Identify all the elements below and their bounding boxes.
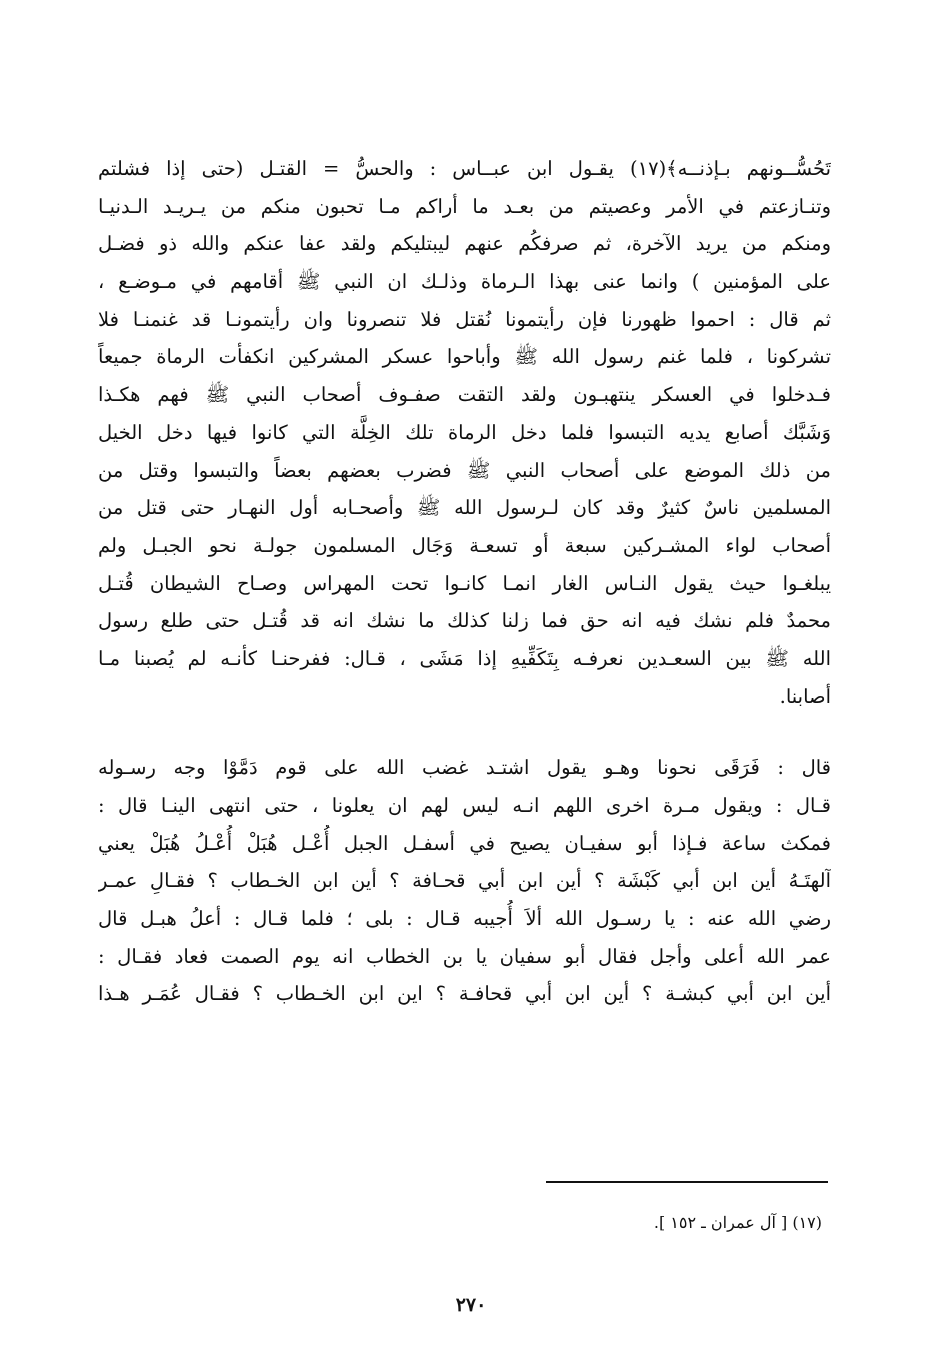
text-line: وتنـازعتم في الأمر وعصيتم من بعـد ما أراكم مـا تحبون منكم من يـريـد الـدنيـا <box>98 194 831 218</box>
text-line: تَحُسُّــونهم بـإذنــه﴾(١٧) يقـول ابن عبــاس : والحسُّ = القتـل (حتى إذا فشلتم <box>98 157 831 180</box>
paragraph-1 <box>98 150 831 715</box>
text-line: أصحاب لواء المشـركين سبعة أو تسعـة وَجَال المسلمون جولـة نحو الجبـل ولم <box>98 533 831 557</box>
footnote-divider <box>546 1181 828 1183</box>
text-line: تشركونا ، فلما غنم رسول الله ﷺ وأباحوا عسكر المشركين انكفأت الرماة جميعاً <box>98 345 831 369</box>
paragraph-2 <box>98 749 831 1013</box>
text-line: ثم قال : احموا ظهورنا فإن رأيتمونا نُقتل فلا تنصرونا وان رأيتمونـا قد غنمنـا فلا <box>98 307 831 331</box>
text-line: من ذلك الموضع على أصحاب النبي ﷺ فضرب بعضهم بعضاً والتبسوا وقتل من <box>98 458 831 482</box>
text-line: على المؤمنين ) وانما عنى بهذا الـرماة وذلـك ان النبي ﷺ أقامهم في مـوضـع ، <box>98 270 831 294</box>
text-line: أصابنا. <box>779 684 831 708</box>
text-line: رضي الله عنه : يا رسـول الله ألاَ أُجيبه قـال : بلى ؛ فلما قـال : أعلُ هبـل قال <box>98 907 831 931</box>
text-line: عمر الله أعلى وأجل فقال أبو سفيان يا بن الخطاب انه يوم الصمت فعاد فقـال : <box>98 944 831 968</box>
text-line: فـدخلوا في العسكر ينتهبـون ولقد التقت صفـوف أصحاب النبي ﷺ فهم هكـذا <box>98 383 831 407</box>
text-line: يبلغـوا حيث يقول النـاس الغار انمـا كانـوا تحت المهراس وصـاح الشيطان قُتـل <box>98 571 831 595</box>
footnote: (١٧) [ آل عمران ـ ١٥٢ ]. <box>653 1213 822 1232</box>
text-line: قال : فَرَقَى نحونا وهـو يقول اشتـد غضب الله على قوم دَمَّوْا وجه رسـوله <box>98 756 831 780</box>
page-number: ٢٧٠ <box>455 1294 487 1316</box>
page-body <box>98 150 831 1013</box>
text-line: الله ﷺ بين السعـدين نعرفـه بِتَكَفِّيهِ إذا مَشَى ، قـال: ففرحنـا كأنـه لم يُصبنا مـا <box>98 646 831 670</box>
text-line: محمدٌ فلم نشك فيه انه حق فما زلنا كذلك ما نشك انه قد قُتـل حتى طلع رسول <box>98 609 831 633</box>
text-line: ومنكم من يريد الآخرة، ثم صرفكُم عنهم ليبتليكم ولقد عفا عنكم والله ذو فضـل <box>98 232 831 256</box>
text-line: قـال : ويقول مـرة اخرى اللهم انـه ليس لهم ان يعلونا ، حتى انتهى الينـا قال : <box>98 794 831 817</box>
text-line: المسلمين ناسٌ كثيرٌ وقد كان لـرسول الله ﷺ وأصحـابه أول النهـار حتى قتل من <box>98 496 831 520</box>
text-line: آلهتَـهُ أين ابن أبي كَبْشَة ؟ أين ابن أبي قحـافة ؟ أين ابن الخـطاب ؟ فقـالِ عمـر <box>98 869 831 893</box>
text-line: وَشَبَّك أصابع يديه التبسوا فلما دخل الرماة تلك الخِلَّة التي كانوا فيها دخل الخيل <box>98 420 831 444</box>
text-line: أين ابن أبي كبشـة ؟ أين ابن أبي قحافـة ؟ اين ابن الخـطاب ؟ فقـال عُمَـر هـذا <box>98 982 831 1006</box>
text-line: فمكث ساعة فـإذا أبو سفيـان يصيح في أسفـل الجبل أُعْـل هُبَلْ أُعْـلُ هُبَلْ يعني <box>98 831 831 855</box>
